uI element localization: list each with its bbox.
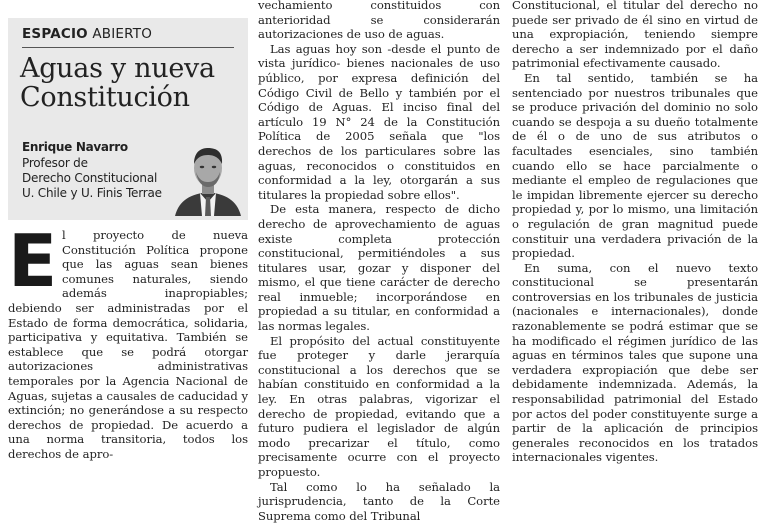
article-paragraph: Las aguas hoy son -desde el punto de vista jurídico- bienes nacionales de uso público, por expresa definición del Código Civil de Bello y también por el Código de Aguas. El inciso final del artículo 19 N° 24 de la Constitución Política de 2005 señala que "los derechos de los particulares sobre las aguas, reconocidos o constituidos en conformidad a la ley, otorgarán a sus titulares la propiedad sobre ellos". <box>258 41 500 202</box>
article-column-3 <box>512 0 758 465</box>
section-label-strong: ESPACIO <box>22 26 88 42</box>
header-box <box>8 18 248 220</box>
author-role-line-3: U. Chile y U. Finis Terrae <box>22 186 162 200</box>
article-paragraph: En tal sentido, también se ha sentenciado por nuestros tribunales que se produce privación del dominio no solo cuando se despoja a su dueño totalmente de él o de uno de sus atributos o facultades esenciales, sino también cuando ello se hace parcialmente o mediante el empleo de regulaciones que le impidan libremente ejercer su derecho propiedad y, por lo mismo, una limitación o regulación de gran magnitud puede constituir una verdadera privación de la propiedad. <box>512 70 758 261</box>
author-name: Enrique Navarro <box>22 140 128 154</box>
author-role-line-2: Derecho Constitucional <box>22 171 158 185</box>
author-role-line-1: Profesor de <box>22 156 88 170</box>
author-portrait-icon <box>173 140 243 216</box>
headline <box>20 54 245 112</box>
article-paragraph: l proyecto de nueva Constitución Política propone que las aguas sean bienes comunes naturales, siendo además inapropiables; debiendo ser administradas por el Estado de forma democrática, solidaria, participativa y equitativa. También se establece que se podrá otorgar autorizaciones administrativas temporales por la Agencia Nacional de Aguas, sujetas a causales de caducidad y extinción; no generándose a su respecto derechos de propiedad. De acuerdo a una norma transitoria, todos los derechos de apro- <box>8 228 248 461</box>
headline-line-2: Constitución <box>20 82 190 113</box>
drop-cap: E <box>8 232 58 290</box>
headline-line-1: Aguas y nueva <box>20 53 215 84</box>
article-column-1 <box>8 228 248 462</box>
header-divider <box>22 47 234 48</box>
article-paragraph: vechamiento constituidos con anterioridad se considerarán autorizaciones de uso de aguas. <box>258 0 500 42</box>
section-label-light: ABIERTO <box>92 26 153 42</box>
article-paragraph: El propósito del actual constituyente fue proteger y darle jerarquía constitucional a los derechos que se habían constituido en conformidad a la ley. En otras palabras, vigorizar el derecho de propiedad, evitando que a futuro pudiera el legislador de algún modo precarizar el título, como precisamente ocurre con el proyecto propuesto. <box>258 333 500 479</box>
article-paragraph: Constitucional, el titular del derecho no puede ser privado de él sino en virtud de una expropiación, teniendo siempre derecho a ser indemnizado por el daño patrimonial efectivamente causado. <box>512 0 758 71</box>
section-label <box>22 26 152 42</box>
article-paragraph: En suma, con el nuevo texto constitucional se presentarán controversias en los tribunales de justicia (nacionales e internacionales), donde razonablemente se podrá estimar que se ha modificado el régimen jurídico de las aguas en términos tales que supone una verdadera expropiación que debe ser debidamente indemnizada. Además, la responsabilidad patrimonial del Estado por actos del poder constituyente surge a partir de la aplicación de principios generales reconocidos en los tratados internacionales vigentes. <box>512 260 758 465</box>
article-column-2 <box>258 0 500 523</box>
article-paragraph: Tal como lo ha señalado la jurisprudencia, tanto de la Corte Suprema como del Tribunal <box>258 479 500 523</box>
article-paragraph: De esta manera, respecto de dicho derecho de aprovechamiento de aguas existe completa protección constitucional, permitiéndoles a sus titulares usar, gozar y disponer del mismo, el que tiene carácter de derecho real inmueble; incorporándose en propiedad a su titular, en conformidad a las normas legales. <box>258 202 500 334</box>
